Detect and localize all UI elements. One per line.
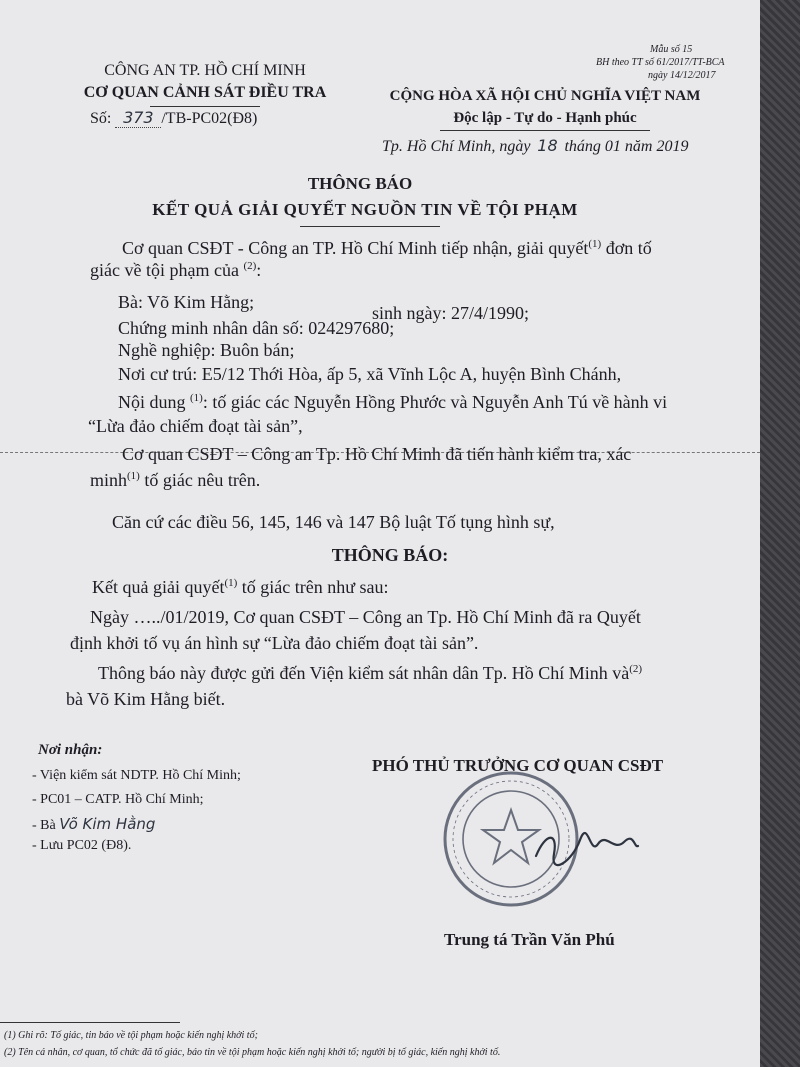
- intro-colon: :: [256, 260, 262, 280]
- agency-underline: [150, 106, 260, 107]
- title-underline: [300, 226, 440, 227]
- result-line3: định khởi tố vụ án hình sự “Lừa đảo chiếm đoạt tài sản”.: [70, 633, 479, 653]
- recipient-item: - Lưu PC02 (Đ8).: [32, 838, 132, 853]
- legal-basis: Căn cứ các điều 56, 145, 146 và 147 Bộ luật Tố tụng hình sự,: [112, 512, 555, 532]
- footnote-separator: [0, 1022, 180, 1023]
- footnote-1: (1) Ghi rõ: Tố giác, tin báo về tội phạm hoặc kiến nghị khởi tố;: [4, 1030, 258, 1041]
- notice-heading: THÔNG BÁO:: [331, 545, 449, 565]
- date-day: 18: [537, 136, 558, 155]
- footnote-ref: (2): [243, 260, 257, 272]
- recipient-item: - Viện kiểm sát NDTP. Hồ Chí Minh;: [32, 768, 241, 783]
- result-line4: [98, 663, 642, 684]
- person-birth: sinh ngày: 27/4/1990;: [372, 303, 529, 323]
- number-value: 373: [115, 108, 161, 128]
- intro-text-b: đơn tố: [605, 238, 652, 258]
- content-line2: “Lừa đảo chiếm đoạt tài sản”,: [88, 416, 303, 436]
- footnote-ref: (1): [190, 392, 203, 404]
- person-residence: Nơi cư trú: E5/12 Thới Hòa, ấp 5, xã Vĩnh Lộc A, huyện Bình Chánh,: [118, 364, 622, 384]
- intro-text-a: Cơ quan CSĐT - Công an TP. Hồ Chí Minh tiếp nhận, giải quyết: [122, 238, 589, 258]
- footnote-ref: (1): [127, 470, 140, 482]
- content-text: : tố giác các Nguyễn Hồng Phước và Nguyễn Anh Tú về hành vi: [202, 392, 668, 412]
- result-text-b: tố giác trên như sau:: [241, 577, 389, 597]
- result-line2: Ngày …../01/2019, Cơ quan CSĐT – Công an Tp. Hồ Chí Minh đã ra Quyết: [90, 607, 641, 627]
- footnote-ref: (1): [588, 238, 602, 250]
- background-fabric: [760, 0, 800, 1067]
- verification-text-a: minh: [90, 470, 128, 490]
- agency-department: CƠ QUAN CẢNH SÁT ĐIỀU TRA: [83, 84, 327, 101]
- recipient-handwritten-name: Võ Kim Hằng: [59, 815, 156, 833]
- date-suffix: tháng 01 năm 2019: [564, 138, 689, 155]
- footnote-ref: (2): [629, 663, 643, 675]
- date-prefix: Tp. Hồ Chí Minh, ngày: [382, 138, 531, 155]
- footnote-2: (2) Tên cá nhân, cơ quan, tổ chức đã tố giác, báo tin về tội phạm hoặc kiến nghị khởi tố; người bị tố giác, kiến nghị khởi tố.: [4, 1047, 501, 1058]
- form-code-line1: Mẫu số 15: [650, 44, 693, 55]
- person-occupation: Nghề nghiệp: Buôn bán;: [118, 340, 295, 360]
- signature-scribble-icon: [532, 826, 642, 870]
- content-label: Nội dung: [118, 392, 186, 412]
- person-id-card: Chứng minh nhân dân số: 024297680;: [118, 318, 395, 338]
- verification-text-b: tố giác nêu trên.: [144, 470, 261, 490]
- recipients-label: Nơi nhận:: [38, 742, 103, 758]
- recipient-prefix: - Bà: [32, 818, 56, 833]
- footnote-ref: (1): [224, 577, 238, 589]
- intro-text-c: giác về tội phạm của: [90, 260, 239, 280]
- recipient-item: - PC01 – CATP. Hồ Chí Minh;: [32, 792, 204, 807]
- recipient-item: [32, 815, 155, 834]
- motto-underline: [440, 130, 650, 131]
- person-name: Bà: Võ Kim Hằng;: [118, 292, 255, 312]
- number-suffix: /TB-PC02(Đ8): [161, 110, 258, 127]
- signature-title: PHÓ THỦ TRƯỞNG CƠ QUAN CSĐT: [372, 756, 664, 775]
- country-name: CỘNG HÒA XÃ HỘI CHỦ NGHĨA VIỆT NAM: [389, 88, 701, 104]
- signer-name: Trung tá Trần Văn Phú: [444, 930, 615, 949]
- number-label: Số:: [90, 110, 112, 127]
- result-text-c: Thông báo này được gửi đến Viện kiểm sát nhân dân Tp. Hồ Chí Minh và: [98, 663, 630, 683]
- content-line1: [118, 392, 667, 413]
- form-code-line3: ngày 14/12/2017: [648, 70, 716, 81]
- title-line2: KẾT QUẢ GIẢI QUYẾT NGUỒN TIN VỀ TỘI PHẠM: [152, 200, 578, 219]
- agency-name: CÔNG AN TP. HỒ CHÍ MINH: [104, 62, 306, 79]
- national-motto: Độc lập - Tự do - Hạnh phúc: [453, 110, 637, 126]
- title-line1: THÔNG BÁO: [307, 174, 413, 193]
- verification-line1: Cơ quan CSĐT – Công an Tp. Hồ Chí Minh đã tiến hành kiểm tra, xác: [122, 444, 632, 464]
- document-number: [90, 108, 257, 128]
- intro-line2: [90, 260, 261, 281]
- result-line1: [92, 577, 389, 598]
- form-code-line2: BH theo TT số 61/2017/TT-BCA: [596, 57, 725, 68]
- verification-line2: [90, 470, 260, 491]
- issue-date: [382, 136, 688, 156]
- intro-line1: [122, 238, 652, 259]
- result-text-a: Kết quả giải quyết: [92, 577, 225, 597]
- result-line5: bà Võ Kim Hằng biết.: [66, 689, 226, 709]
